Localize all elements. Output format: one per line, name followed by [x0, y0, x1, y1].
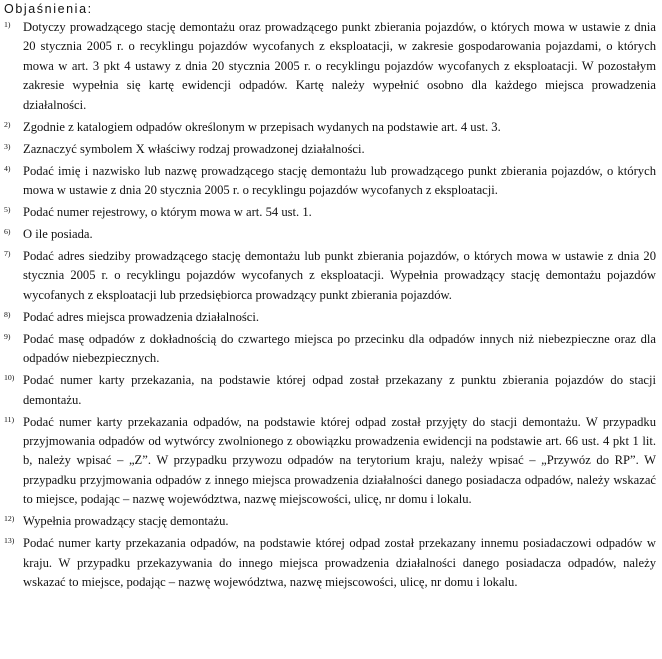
footnote-text: Podać masę odpadów z dokładnością do czwartego miejsca po przecinku dla odpadów innych niż niebezpieczne oraz dla odpadów niebezpiecznych.	[23, 331, 656, 366]
footnote-number: 2)	[4, 119, 11, 129]
footnote-number: 5)	[4, 205, 11, 215]
footnote-number: 10)	[4, 373, 15, 383]
footnote-4	[4, 162, 656, 201]
footnote-number: 4)	[4, 163, 11, 173]
footnote-text: Podać numer rejestrowy, o którym mowa w art. 54 ust. 1.	[23, 205, 312, 220]
footnote-text: Podać adres siedziby prowadzącego stację demontażu lub punkt zbierania pojazdów, o których mowa w ustawie z dnia 20 stycznia 2005 r. o recyklingu pojazdów wycofanych z eksploatacji. Wypełnia prowadzący stację demontażu pojazdów wycofanych z eksploatacji lub przedsiębiorca prowadzący punkt zbierania pojazdów.	[23, 249, 656, 302]
footnote-text: Podać numer karty przekazania odpadów, na podstawie której odpad został przekazany innemu posiadaczowi odpadów w kraju. W przypadku przekazywania do innego miejsca prowadzenia działalności danego posiadacza odpadów, należy wskazać to miejsce, podając – nazwę województwa, nazwę miejscowości, ulicę, nr domu i lokalu.	[23, 536, 656, 590]
footnote-number: 7)	[4, 249, 11, 259]
footnote-1	[4, 18, 656, 115]
footnote-12	[4, 512, 656, 531]
footnote-text: Podać numer karty przekazania, na podstawie której odpad został przekazany z punktu zbierania pojazdów do stacji demontażu.	[23, 373, 656, 407]
footnote-number: 9)	[4, 331, 11, 341]
explanations-heading: Objaśnienia:	[4, 2, 93, 16]
footnote-number: 3)	[4, 141, 11, 151]
footnote-text: Zgodnie z katalogiem odpadów określonym w przepisach wydanych na podstawie art. 4 ust. 3.	[23, 119, 501, 134]
footnote-text: O ile posiada.	[23, 227, 93, 242]
footnote-text: Zaznaczyć symbolem X właściwy rodzaj prowadzonej działalności.	[23, 141, 365, 156]
footnote-text: Podać numer karty przekazania odpadów, na podstawie której odpad został przyjęty do stacji demontażu. W przypadku przyjmowania odpadów od wytwórcy zwolnionego z obowiązku prowadzenia ewidencji na podstawie art. 66 ust. 4 pkt 1 lit. b, należy wpisać – „Z”. W przypadku przywozu odpadów na terytorium kraju, należy wpisać – „Przywóz do RP”. W przypadku przyjmowania odpadów z innego miejsca prowadzenia działalności danego posiadacza odpadów, należy wskazać to miejsce, podając – nazwę województwa, nazwę miejscowości, ulicę, nr domu i lokalu.	[23, 414, 656, 507]
explanations-list	[4, 18, 656, 593]
footnote-6	[4, 225, 656, 244]
footnote-11	[4, 413, 656, 510]
footnote-7	[4, 247, 656, 305]
footnote-text: Dotyczy prowadzącego stację demontażu oraz prowadzącego punkt zbierania pojazdów, o których mowa w ustawie z dnia 20 stycznia 2005 r. o recyklingu pojazdów wycofanych z eksploatacji, w zakresie gospodarowania pojazdami, o których mowa w art. 3 pkt 4 ustawy z dnia 20 stycznia 2005 r. o recyklingu pojazdów wycofanych z eksploatacji. W pozostałym zakresie wypełnia się kartę ewidencji odpadów. Kartę należy wypełnić osobno dla każdego miejsca prowadzenia działalności.	[23, 20, 656, 112]
footnote-number: 1)	[4, 20, 11, 29]
footnote-number: 11)	[4, 414, 15, 424]
footnote-text: Wypełnia prowadzący stację demontażu.	[23, 514, 229, 529]
footnote-13	[4, 534, 656, 592]
footnote-number: 12)	[4, 514, 15, 524]
footnote-2	[4, 118, 656, 137]
footnote-text: Podać imię i nazwisko lub nazwę prowadzącego stację demontażu lub prowadzącego punkt zbierania pojazdów, o których mowa w ustawie z dnia 20 stycznia 2005 r. o recyklingu pojazdów wycofanych z eksploatacji.	[23, 163, 656, 198]
footnote-3	[4, 140, 656, 159]
footnote-5	[4, 203, 656, 222]
footnote-number: 13)	[4, 536, 15, 546]
footnote-9	[4, 330, 656, 369]
footnote-number: 6)	[4, 227, 11, 237]
footnote-10	[4, 371, 656, 410]
footnote-8	[4, 308, 656, 327]
footnote-number: 8)	[4, 309, 11, 319]
footnote-text: Podać adres miejsca prowadzenia działalności.	[23, 309, 260, 324]
